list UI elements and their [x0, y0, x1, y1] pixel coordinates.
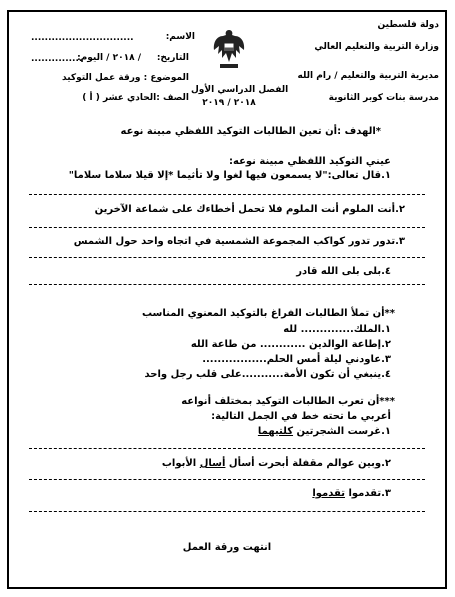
palestine-emblem-icon	[211, 26, 247, 72]
header-school: مدرسة بنات كوبر الثانوية	[328, 93, 439, 103]
section3-item-3-text: ٣.تقدموا	[344, 488, 391, 499]
underlined-word: كلتيهما	[257, 426, 294, 437]
section3-item-2-tail: الأبواب	[161, 458, 200, 469]
name-label: الاسم:	[165, 32, 195, 42]
section3-item-2-text: ٢.وبين عوالم مقفلة أبحرت أسأل	[225, 458, 391, 469]
answer-line[interactable]	[29, 511, 425, 512]
answer-line[interactable]	[29, 257, 425, 258]
header-semester: الفصل الدراسي الأول	[191, 85, 289, 95]
section3-subtitle: أعربي ما تحته خط في الجمل التالية:	[211, 411, 391, 422]
header-ministry: وزارة التربية والتعليم العالي	[314, 42, 439, 52]
answer-line[interactable]	[29, 448, 425, 449]
section2-item-1: ١.الملك.............. لله	[283, 324, 391, 335]
section3-item-2	[162, 458, 391, 469]
section2-title: **أن تملأ الطالبات الفراغ بالتوكيد المعنوي المناسب	[141, 308, 395, 319]
answer-line[interactable]	[29, 227, 425, 228]
worksheet-end: انتهت ورقة العمل	[182, 542, 272, 553]
underlined-word: أسال	[199, 458, 226, 469]
name-field[interactable]: ..............................	[31, 33, 134, 43]
section3-title: ***أن تعرب الطالبات التوكيد بمختلف أنواعه	[181, 396, 395, 407]
header-state: دولة فلسطين	[377, 20, 439, 30]
section1-item-3: ٣.تدور تدور كواكب المجموعة الشمسية في اتجاه واحد حول الشمس	[73, 236, 405, 247]
goal-text: *الهدف :أن تعين الطالبات التوكيد اللفظي مبينة نوعه	[120, 126, 381, 137]
class-label: الصف :الحادي عشر ( أ )	[82, 93, 189, 103]
section1-item-4: ٤.بلى بلى الله قادر	[296, 266, 391, 277]
section2-item-3: ٣.عاودني ليلة أمس الحلم.................	[202, 354, 391, 365]
section1-item-1: ١.قال تعالى:"لا يسمعون فيها لغوا ولا تأثيما *إلا قيلا سلاما سلاما"	[68, 170, 391, 181]
underlined-word: تقدموا	[312, 488, 345, 499]
answer-line[interactable]	[29, 479, 425, 480]
section1-item-2: ٢.أنت الملوم أنت الملوم فلا تحمل أخطاءك على شماعة الآخرين	[94, 204, 405, 215]
header-directorate: مديرية التربية والتعليم / رام الله	[297, 71, 439, 81]
date-value: / ٢٠١٨ / اليوم:	[77, 53, 141, 63]
header-year: ٢٠١٨ / ٢٠١٩	[202, 98, 256, 108]
section2-item-2: ٢.إطاعة الوالدين ............ من طاعة الله	[190, 339, 391, 350]
section3-item-1	[258, 426, 391, 437]
day-field[interactable]: ...............	[31, 54, 83, 64]
subject-label: الموضوع : ورقة عمل التوكيد	[62, 73, 189, 83]
section3-item-3	[312, 488, 391, 499]
worksheet-page	[7, 10, 447, 589]
answer-line[interactable]	[29, 194, 425, 195]
section2-item-4: ٤.ينبغي أن تكون الأمة...........على قلب رجل واحد	[144, 369, 391, 380]
section1-title: عيني التوكيد اللفظي مبينة نوعه:	[229, 156, 391, 167]
date-label: التاريخ:	[156, 53, 189, 63]
section3-item-1-text: ١.غرست الشجرتين	[293, 426, 391, 437]
answer-line[interactable]	[29, 284, 425, 285]
